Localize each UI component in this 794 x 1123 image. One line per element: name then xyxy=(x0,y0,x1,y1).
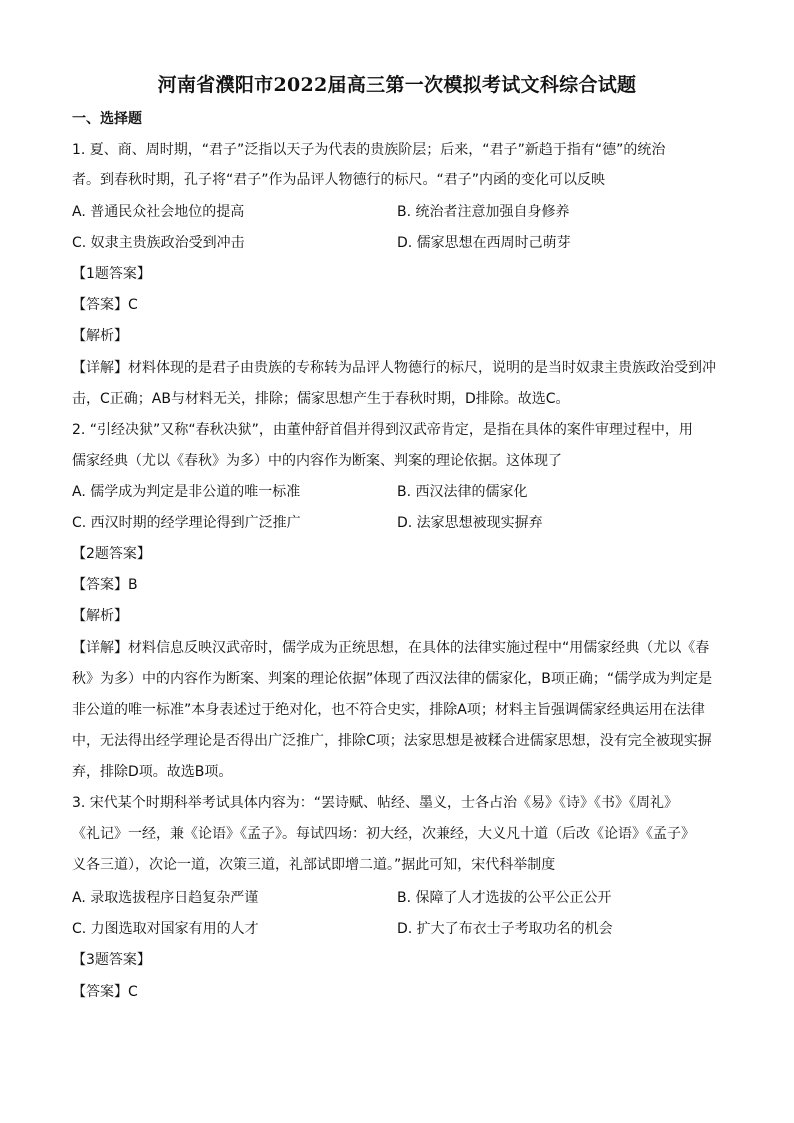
question-1-detail-line-2: 击，C正确；AB与材料无关，排除；儒家思想产生于春秋时期，D排除。故选C。 xyxy=(72,391,570,407)
question-1-option-b: B. 统治者注意加强自身修养 xyxy=(397,204,570,220)
question-2-option-b: B. 西汉法律的儒家化 xyxy=(397,484,528,500)
question-2-analysis-label: 【解析】 xyxy=(72,608,128,624)
question-1-answer-heading: 【1题答案】 xyxy=(72,266,151,282)
question-2-option-a: A. 儒学成为判定是非公道的唯一标准 xyxy=(72,484,301,500)
question-3-line-1: 3. 宋代某个时期科举考试具体内容为：“罢诗赋、帖经、墨义，士各占治《易》《诗》《书》《周礼》 xyxy=(72,795,679,811)
question-3-answer: 【答案】C xyxy=(72,984,138,1000)
question-1-option-c: C. 奴隶主贵族政治受到冲击 xyxy=(72,235,245,251)
question-3-option-c: C. 力图选取对国家有用的人才 xyxy=(72,921,259,937)
question-2-line-1: 2. “引经决狱”又称“春秋决狱”，由董仲舒首倡并得到汉武帝肯定，是指在具体的案件审理过程中，用 xyxy=(72,422,693,438)
question-3-option-d: D. 扩大了布衣士子考取功名的机会 xyxy=(397,921,613,937)
question-1-answer: 【答案】C xyxy=(72,297,138,313)
question-2-option-c: C. 西汉时期的经学理论得到广泛推广 xyxy=(72,515,301,531)
question-2-option-d: D. 法家思想被现实摒弃 xyxy=(397,515,543,531)
question-2-detail-line-3: 非公道的唯一标准”本身表述过于绝对化，也不符合史实，排除A项；材料主旨强调儒家经典运用在法律 xyxy=(72,702,705,718)
question-1-detail-line-1: 【详解】材料体现的是君子由贵族的专称转为品评人物德行的标尺，说明的是当时奴隶主贵族政治受到冲 xyxy=(72,360,716,376)
question-2-answer-heading: 【2题答案】 xyxy=(72,546,151,562)
question-2-detail-line-2: 秋》为多）中的内容作为断案、判案的理论依据”体现了西汉法律的儒家化，B项正确；“儒学成为判定是 xyxy=(72,671,713,687)
question-2-detail-line-4: 中，无法得出经学理论是否得出广泛推广，排除C项；法家思想是被糅合进儒家思想，没有完全被现实摒 xyxy=(72,733,712,749)
question-3-option-b: B. 保障了人才选拔的公平公正公开 xyxy=(397,890,612,906)
page-title: 河南省濮阳市2022届高三第一次模拟考试文科综合试题 xyxy=(157,74,637,96)
question-1-analysis-label: 【解析】 xyxy=(72,328,128,344)
question-1-option-a: A. 普通民众社会地位的提高 xyxy=(72,204,245,220)
question-3-answer-heading: 【3题答案】 xyxy=(72,952,151,968)
question-1-option-d: D. 儒家思想在西周时己萌芽 xyxy=(397,235,571,251)
question-3-option-a: A. 录取选拔程序日趋复杂严谨 xyxy=(72,890,259,906)
question-2-detail-line-5: 弃，排除D项。故选B项。 xyxy=(72,764,233,780)
question-1-line-2: 者。到春秋时期，孔子将“君子”作为品评人物德行的标尺。“君子”内函的变化可以反映 xyxy=(72,172,606,188)
question-2-answer: 【答案】B xyxy=(72,577,138,593)
question-2-line-2: 儒家经典（尤以《春秋》为多）中的内容作为断案、判案的理论依据。这体现了 xyxy=(72,453,562,469)
question-3-line-3: 义各三道），次论一道，次策三道，礼部试即增二道。”据此可知，宋代科举制度 xyxy=(72,857,556,873)
question-1-line-1: 1. 夏、商、周时期，“君子”泛指以天子为代表的贵族阶层；后来，“君子”新趋于指有“德”的统治 xyxy=(72,142,666,158)
section-heading: 一、选择题 xyxy=(72,111,142,127)
question-2-detail-line-1: 【详解】材料信息反映汉武帝时，儒学成为正统思想，在具体的法律实施过程中“用儒家经典（尤以《春 xyxy=(72,640,710,656)
question-3-line-2: 《礼记》一经，兼《论语》《孟子》。每试四场：初大经，次兼经，大义凡十道（后改《论语》《孟子》 xyxy=(72,826,695,842)
